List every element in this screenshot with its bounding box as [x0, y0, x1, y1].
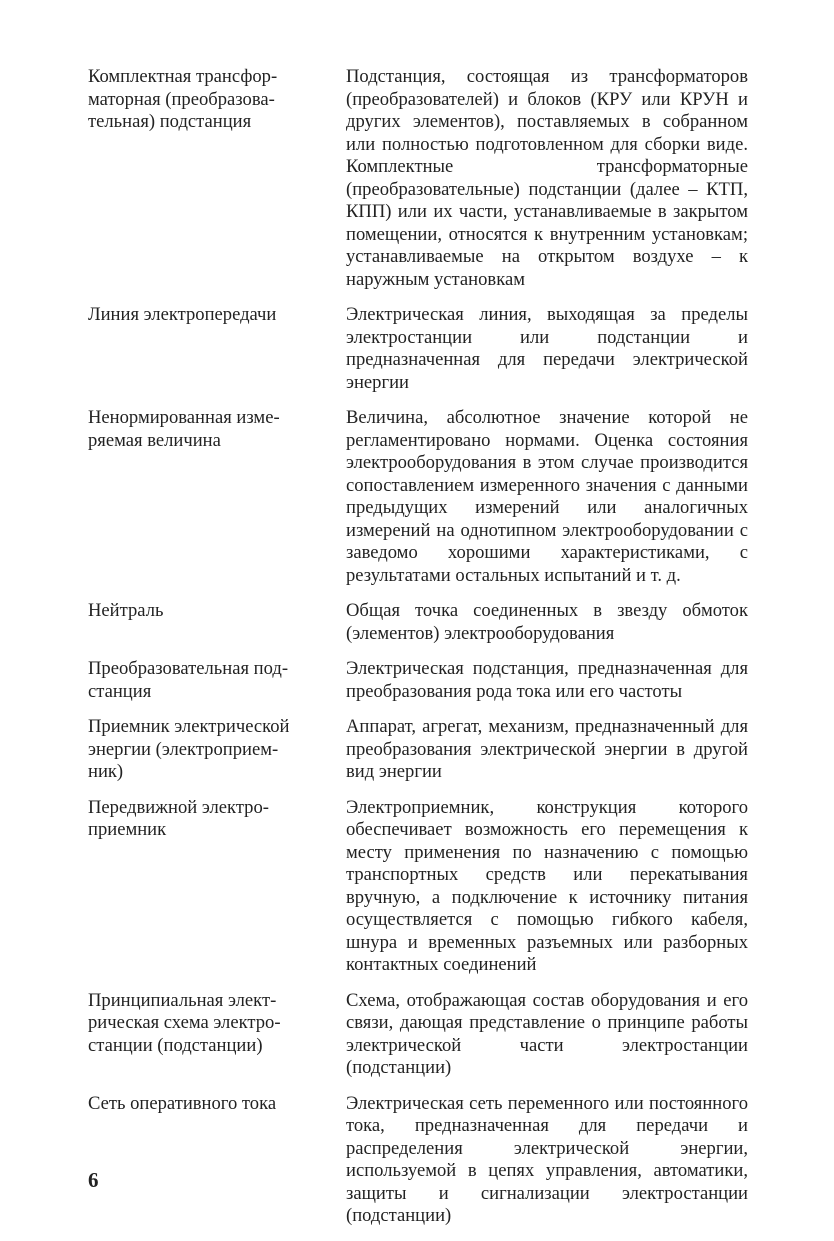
glossary-page: [88, 66, 752, 1241]
definition-mobile-receiver: Электроприемник, конструкция которого обеспечивает возможность его перемещения к месту применения по назначению с помощью транспортных средств или перекатывания вручную, а подключение к источнику питания осуществляется с помощью гибкого кабеля, шнура и временных разъемных или разборных контактных соединений: [346, 796, 748, 975]
definition-neutral: Общая точка соединенных в звезду обмоток (элементов) электрооборудования: [346, 600, 748, 644]
term-converter-substation: Преобразовательная под- станция: [88, 658, 289, 702]
definition-schematic-diagram: Схема, отображающая состав оборудования и его связи, дающая представление о принципе работы электрической части электростанции (подстанции): [346, 989, 748, 1078]
glossary-entry-power-receiver: [88, 716, 752, 784]
definition-power-receiver: Аппарат, агрегат, механизм, предназначенный для преобразования электрической энергии в другой вид энергии: [346, 716, 748, 782]
glossary-entry-converter-substation: [88, 658, 752, 703]
glossary-entry-neutral: [88, 600, 752, 645]
term-non-normed-value: Ненормированная изме- ряемая величина: [88, 407, 280, 451]
definition-non-normed-value: Величина, абсолютное значение которой не регламентировано нормами. Оценка состояния электрооборудования в этом случае производится сопоставлением измеренного значения с данными предыдущих измерений или аналогичных измерений на однотипном электрооборудовании с заведомо хорошими характеристиками, с результатами остальных испытаний и т. д.: [346, 407, 748, 586]
glossary-entry-non-normed-value: [88, 407, 752, 587]
glossary-entry-schematic-diagram: [88, 990, 752, 1080]
glossary-entry-power-line: [88, 304, 752, 394]
term-power-receiver: Приемник электрической энергии (электроприем- ник): [88, 716, 290, 782]
term-neutral: Нейтраль: [88, 600, 164, 621]
page-number: 6: [88, 1168, 99, 1192]
definition-complete-substation: Подстанция, состоящая из трансформаторов (преобразователей) и блоков (КРУ или КРУН и других элементов), поставляемых в собранном или полностью подготовленном для сборки виде. Комплектные трансформаторные (преобразовательные) подстанции (далее – КТП, КПП) или их части, устанавливаемые в закрытом помещении, относятся к внутренним установкам; устанавливаемые на открытом воздухе – к наружным установкам: [346, 66, 748, 290]
term-power-line: Линия электропередачи: [88, 304, 277, 325]
term-control-current-network: Сеть оперативного тока: [88, 1092, 277, 1114]
glossary-entry-mobile-receiver: [88, 797, 752, 977]
term-schematic-diagram: Принципиальная элект- рическая схема электро- станции (подстанции): [88, 989, 281, 1056]
definition-control-current-network: Электрическая сеть переменного или постоянного тока, предназначенная для передачи и распределения электрической энергии, используемой в цепях управления, автоматики, защиты и сигнализации электростанции (подстанции): [346, 1092, 748, 1226]
term-complete-substation: Комплектная трансфор- маторная (преобразова- тельная) подстанция: [88, 66, 278, 132]
definition-power-line: Электрическая линия, выходящая за пределы электростанции или подстанции и предназначенная для передачи электрической энергии: [346, 304, 748, 393]
glossary-entry-control-current-network: [88, 1093, 752, 1228]
glossary-entry-complete-substation: [88, 66, 752, 291]
term-mobile-receiver: Передвижной электро- приемник: [88, 796, 269, 840]
definition-converter-substation: Электрическая подстанция, предназначенная для преобразования рода тока или его частоты: [346, 658, 748, 702]
